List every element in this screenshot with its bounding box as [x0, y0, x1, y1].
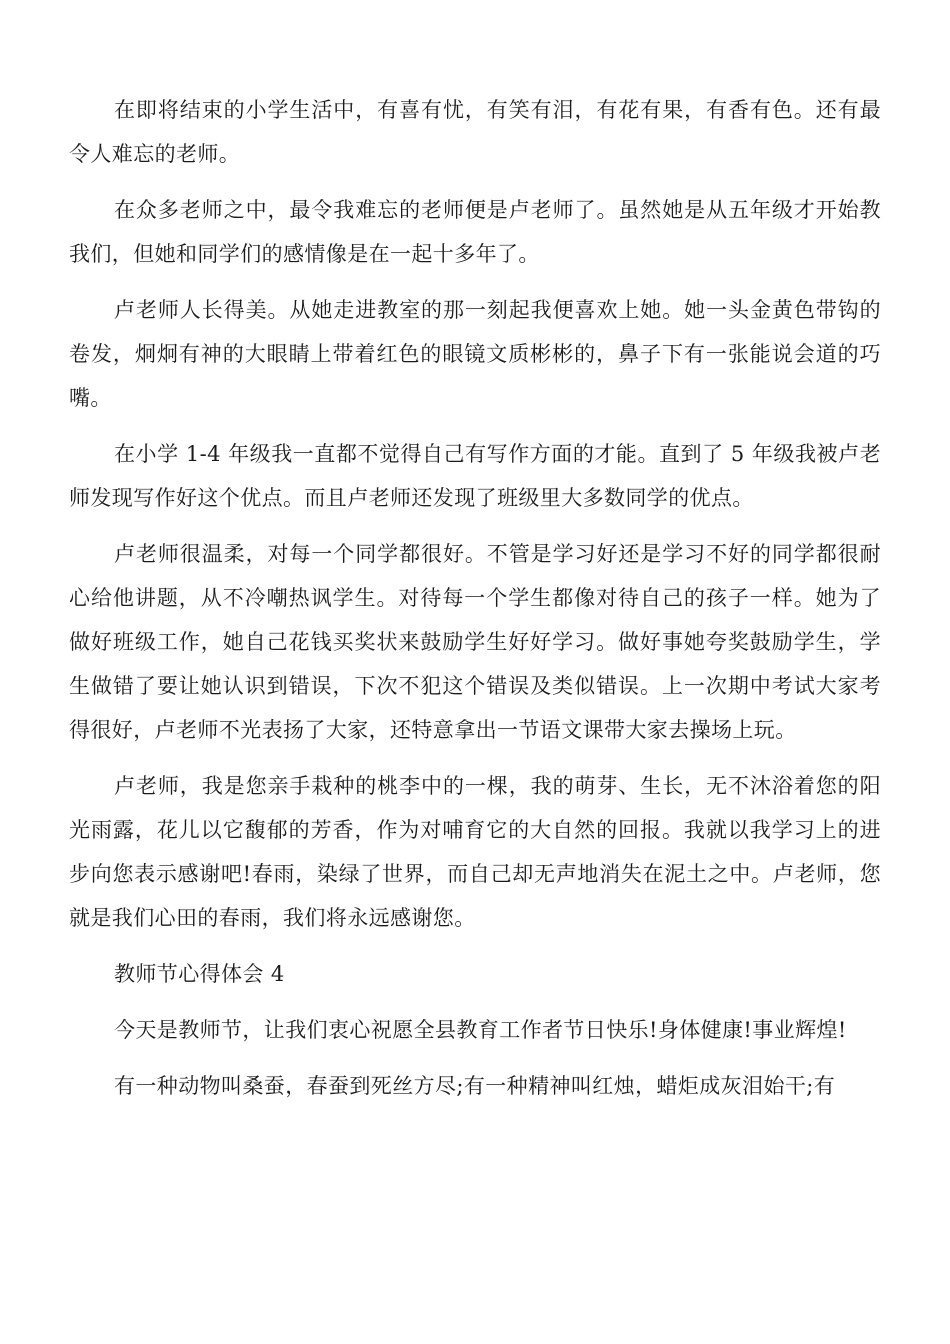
section-heading: 教师节心得体会 4 — [114, 962, 285, 986]
paragraph: 卢老师人长得美。从她走进教室的那一刻起我便喜欢上她。她一头金黄色带钩的卷发，炯炯有神的大眼睛上带着红色的眼镜文质彬彬的，鼻子下有一张能说会道的巧嘴。 — [69, 298, 881, 410]
paragraph: 在小学 1-4 年级我一直都不觉得自己有写作方面的才能。直到了 5 年级我被卢老师发现写作好这个优点。而且卢老师还发现了班级里大多数同学的优点。 — [69, 442, 881, 510]
paragraph: 有一种动物叫桑蚕，春蚕到死丝方尽;有一种精神叫红烛，蜡炬成灰泪始干;有 — [114, 1074, 836, 1098]
paragraph: 卢老师，我是您亲手栽种的桃李中的一棵，我的萌芽、生长，无不沐浴着您的阳光雨露，花儿以它馥郁的芳香，作为对哺育它的大自然的回报。我就以我学习上的进步向您表示感谢吧!春雨，染绿了世界，而自己却无声地消失在泥土之中。卢老师，您就是我们心田的春雨，我们将永远感谢您。 — [69, 774, 881, 930]
paragraph: 今天是教师节，让我们衷心祝愿全县教育工作者节日快乐!身体健康!事业辉煌! — [114, 1018, 847, 1042]
document-body — [69, 88, 881, 1120]
paragraph: 在即将结束的小学生活中，有喜有忧，有笑有泪，有花有果，有香有色。还有最令人难忘的老师。 — [69, 98, 881, 166]
paragraph: 卢老师很温柔，对每一个同学都很好。不管是学习好还是学习不好的同学都很耐心给他讲题，从不冷嘲热讽学生。对待每一个学生都像对待自己的孩子一样。她为了做好班级工作，她自己花钱买奖状来鼓励学生好好学习。做好事她夸奖鼓励学生，学生做错了要让她认识到错误，下次不犯这个错误及类似错误。上一次期中考试大家考得很好，卢老师不光表扬了大家，还特意拿出一节语文课带大家去操场上玩。 — [69, 542, 881, 742]
paragraph: 在众多老师之中，最令我难忘的老师便是卢老师了。虽然她是从五年级才开始教我们，但她和同学们的感情像是在一起十多年了。 — [69, 198, 881, 266]
